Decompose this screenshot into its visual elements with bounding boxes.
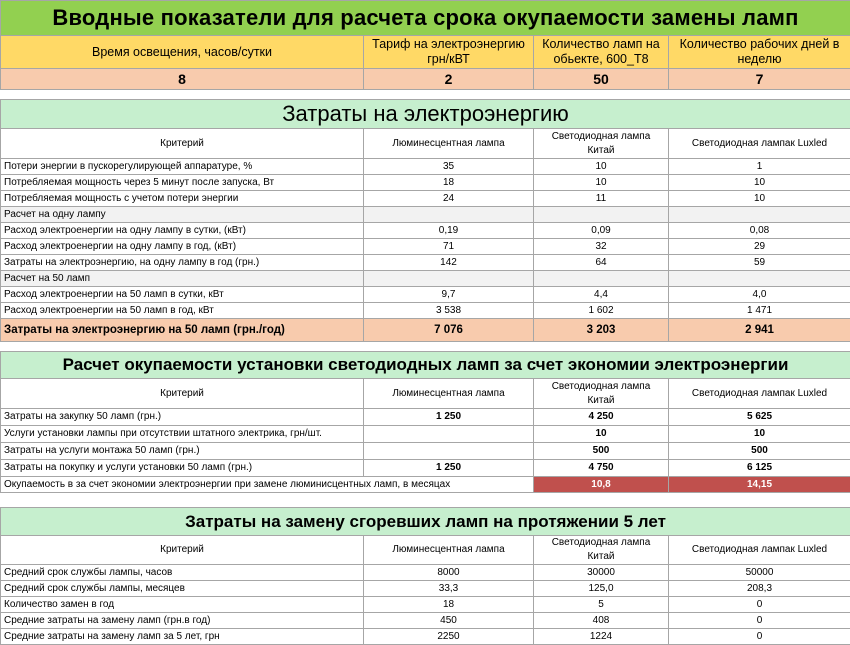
cell-led-china[interactable]: 5 [534,597,669,613]
cell-led-luxled[interactable]: 50000 [669,565,850,581]
cell-fluorescent[interactable]: 0,19 [364,223,534,239]
cell-led-china[interactable]: 125,0 [534,581,669,597]
row-label: Затраты на услуги монтажа 50 ламп (грн.) [1,443,364,460]
col-led-luxled: Светодиодная лампак Luxled [669,536,850,565]
cell-fluorescent[interactable]: 18 [364,175,534,191]
value-tariff[interactable]: 2 [364,69,534,90]
cell-led-china[interactable]: 0,09 [534,223,669,239]
energy-cost-table [0,99,850,342]
cell-fluorescent[interactable]: 142 [364,255,534,271]
cell-empty [534,207,669,223]
input-parameters-table [0,0,850,90]
cell-led-luxled[interactable]: 0 [669,629,850,645]
row-label: Расход электроенергии на 50 ламп в год, кВт [1,303,364,319]
cell-led-luxled[interactable]: 59 [669,255,850,271]
col-criterion: Критерий [1,379,364,409]
section-title-energy: Затраты на электроэнергию [1,100,850,129]
row-label: Количество замен в год [1,597,364,613]
cell-fluorescent[interactable]: 8000 [364,565,534,581]
cell-led-luxled[interactable]: 0 [669,613,850,629]
total-fluorescent[interactable]: 7 076 [364,319,534,342]
col-led-luxled: Светодиодная лампак Luxled [669,379,850,409]
cell-led-luxled[interactable]: 500 [669,443,850,460]
cell-led-china[interactable]: 4,4 [534,287,669,303]
header-tariff: Тариф на электроэнергию грн/кВТ [364,36,534,69]
row-label: Услуги установки лампы при отсутствии штатного электрика, грн/шт. [1,426,364,443]
payback-table [0,351,850,493]
row-label: Средние затраты на замену ламп за 5 лет, грн [1,629,364,645]
row-label: Потребляемая мощность через 5 минут после запуска, Вт [1,175,364,191]
section-title-payback: Расчет окупаемости установки светодиодных ламп за счет экономии электроэнергии [1,352,850,379]
row-label: Затраты на покупку и услуги установки 50 ламп (грн.) [1,460,364,477]
row-label: Затраты на электроэнергию, на одну лампу в год (грн.) [1,255,364,271]
cell-fluorescent[interactable]: 33,3 [364,581,534,597]
row-label: Потребляемая мощность с учетом потери энергии [1,191,364,207]
value-workdays[interactable]: 7 [669,69,850,90]
cell-led-luxled[interactable]: 4,0 [669,287,850,303]
payback-label: Окупаемость в за счет экономии электроэнергии при замене люминисцентных ламп, в месяцах [1,477,534,493]
row-label: Расход электроенергии на одну лампу в год, (кВт) [1,239,364,255]
col-fluorescent: Люминесцентная лампа [364,379,534,409]
row-label: Средний срок службы лампы, месяцев [1,581,364,597]
cell-fluorescent[interactable]: 35 [364,159,534,175]
cell-led-china[interactable]: 408 [534,613,669,629]
cell-led-luxled[interactable]: 1 [669,159,850,175]
total-led-luxled[interactable]: 2 941 [669,319,850,342]
cell-led-china[interactable]: 64 [534,255,669,271]
cell-led-luxled[interactable]: 6 125 [669,460,850,477]
cell-led-china[interactable]: 4 750 [534,460,669,477]
spacer [0,493,850,507]
cell-empty [364,271,534,287]
cell-empty [669,207,850,223]
cell-fluorescent[interactable]: 2250 [364,629,534,645]
header-lighting-hours: Время освещения, часов/сутки [1,36,364,69]
value-lighting-hours[interactable]: 8 [1,69,364,90]
cell-led-luxled[interactable]: 0,08 [669,223,850,239]
subheader-per-lamp: Расчет на одну лампу [1,207,364,223]
col-led-china: Светодиодная лампа Китай [534,129,669,159]
cell-fluorescent[interactable]: 9,7 [364,287,534,303]
cell-fluorescent[interactable] [364,443,534,460]
header-workdays: Количество рабочих дней в неделю [669,36,850,69]
cell-led-luxled[interactable]: 1 471 [669,303,850,319]
cell-fluorescent[interactable]: 18 [364,597,534,613]
cell-fluorescent[interactable]: 1 250 [364,409,534,426]
spacer [0,90,850,99]
cell-led-china[interactable]: 10 [534,159,669,175]
cell-led-luxled[interactable]: 29 [669,239,850,255]
cell-led-china[interactable]: 4 250 [534,409,669,426]
section-title-inputs: Вводные показатели для расчета срока окупаемости замены ламп [1,1,850,36]
replacement-cost-table [0,507,850,645]
header-lamp-count: Количество ламп на обьекте, 600_T8 [534,36,669,69]
cell-led-china[interactable]: 1 602 [534,303,669,319]
cell-empty [534,271,669,287]
row-label: Средний срок службы лампы, часов [1,565,364,581]
cell-fluorescent[interactable]: 450 [364,613,534,629]
section-title-replacement: Затраты на замену сгоревших ламп на протяжении 5 лет [1,508,850,536]
row-label: Расход электроенергии на 50 ламп в сутки, кВт [1,287,364,303]
cell-led-luxled[interactable]: 10 [669,191,850,207]
col-fluorescent: Люминесцентная лампа [364,129,534,159]
cell-fluorescent[interactable]: 71 [364,239,534,255]
subheader-per-50-lamps: Расчет на 50 ламп [1,271,364,287]
value-lamp-count[interactable]: 50 [534,69,669,90]
cell-led-china[interactable]: 500 [534,443,669,460]
spacer [0,342,850,351]
cell-led-luxled[interactable]: 5 625 [669,409,850,426]
cell-led-china[interactable]: 10 [534,426,669,443]
cell-led-luxled[interactable]: 10 [669,426,850,443]
col-led-luxled: Светодиодная лампак Luxled [669,129,850,159]
cell-fluorescent[interactable]: 3 538 [364,303,534,319]
cell-led-china[interactable]: 10 [534,175,669,191]
total-label: Затраты на электроэнергию на 50 ламп (грн./год) [1,319,364,342]
cell-empty [364,207,534,223]
cell-led-china[interactable]: 1224 [534,629,669,645]
cell-empty [669,271,850,287]
payback-led-china[interactable]: 10,8 [534,477,669,493]
cell-led-luxled[interactable]: 0 [669,597,850,613]
cell-fluorescent[interactable] [364,426,534,443]
row-label: Затраты на закупку 50 ламп (грн.) [1,409,364,426]
col-led-china: Светодиодная лампа Китай [534,379,669,409]
row-label: Средние затраты на замену ламп (грн.в год) [1,613,364,629]
payback-led-luxled[interactable]: 14,15 [669,477,850,493]
cell-fluorescent[interactable]: 24 [364,191,534,207]
col-led-china: Светодиодная лампа Китай [534,536,669,565]
row-label: Расход электроенергии на одну лампу в сутки, (кВт) [1,223,364,239]
cell-led-china[interactable]: 32 [534,239,669,255]
cell-led-china[interactable]: 11 [534,191,669,207]
cell-fluorescent[interactable]: 1 250 [364,460,534,477]
cell-led-luxled[interactable]: 208,3 [669,581,850,597]
col-criterion: Критерий [1,536,364,565]
col-fluorescent: Люминесцентная лампа [364,536,534,565]
col-criterion: Критерий [1,129,364,159]
cell-led-luxled[interactable]: 10 [669,175,850,191]
cell-led-china[interactable]: 30000 [534,565,669,581]
row-label: Потери энергии в пускорегулирующей аппаратуре, % [1,159,364,175]
total-led-china[interactable]: 3 203 [534,319,669,342]
